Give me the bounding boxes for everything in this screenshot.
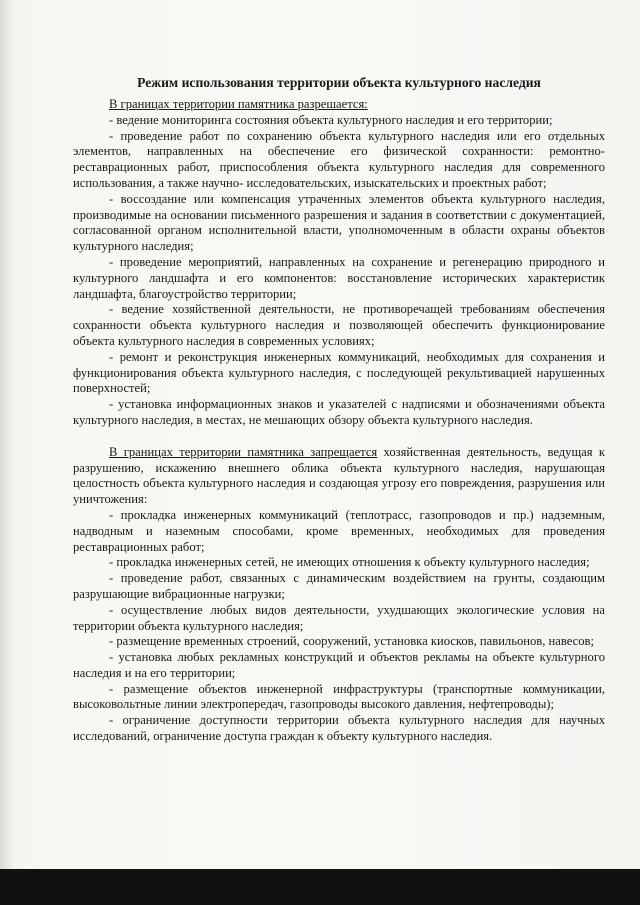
prohibited-heading-text: В границах территории памятника запрещается [109,444,378,459]
scan-bottom-border [0,869,640,905]
prohibited-item: - осуществление любых видов деятельности, ухудшающих экологические условия на территории объекта культурного наследия; [73,602,605,633]
allowed-item: - воссоздание или компенсация утраченных элементов объекта культурного наследия, производимые на основании письменного разрешения и задания в соответствии с документацией, согласованной органом исполнительной власти, уполномоченным в области охраны объектов культурного наследия; [73,191,605,254]
allowed-section-heading [109,97,605,113]
allowed-item: - ведение мониторинга состояния объекта культурного наследия и его территории; [109,112,553,127]
allowed-item: - проведение работ по сохранению объекта культурного наследия или его отдельных элементов, направленных на обеспечение его физической сохранности: ремонтно-реставрационных работ, приспособления объекта культурного наследия для современного использования, а также научно- исследовательских, изыскательских и проектных работ; [73,128,605,190]
page-edge-shadow [0,0,14,905]
allowed-item: - проведение мероприятий, направленных на сохранение и регенерацию природного и культурного ландшафта и его компонентов: восстановление исторических характеристик ландшафта, благоустройство территории; [73,254,605,301]
section-gap [73,429,605,445]
allowed-item: - ведение хозяйственной деятельности, не противоречащей требованиям обеспечения сохранности объекта культурного наследия и позволяющей обеспечить функционирование объекта культурного наследия в современных условиях; [73,302,605,348]
prohibited-item: - проведение работ, связанных с динамическим воздействием на грунты, создающим разрушающие вибрационные нагрузки; [73,571,605,601]
prohibited-item: - размещение объектов инженерной инфраструктуры (транспортные коммуникации, высоковольтные линии электропередач, газопроводы высокого давления, нефтепроводы); [73,681,605,712]
document-title: Режим использования территории объекта культурного наследия [137,75,541,90]
allowed-item: - ремонт и реконструкция инженерных коммуникаций, необходимых для сохранения и функционирования объекта культурного наследия, с последующей рекультивацией нарушенных поверхностей; [73,349,605,396]
prohibited-item: - прокладка инженерных коммуникаций (теплотрасс, газопроводов и пр.) надземным, надводным и наземным способами, кроме временных, необходимых для проведения реставрационных работ; [73,507,605,554]
prohibited-item: - ограничение доступности территории объекта культурного наследия для научных исследований, ограничение доступа граждан к объекту культурного наследия. [73,713,605,744]
prohibited-section-intro [73,445,605,508]
prohibited-item: - прокладка инженерных сетей, не имеющих отношения к объекту культурного наследия; [109,555,590,570]
prohibited-item: - установка любых рекламных конструкций и объектов рекламы на объекте культурного наследия и на его территории; [73,650,605,680]
prohibited-item: - размещение временных строений, сооружений, установка киосков, павильонов, навесов; [109,634,594,649]
allowed-item: - установка информационных знаков и указателей с надписями и обозначениями объекта культурного наследия, в местах, не мешающих обзору объекта культурного наследия. [73,397,605,427]
document-body [73,75,605,745]
prohibited-intro-text: хозяйственная деятельность, ведущая к разрушению, искажению внешнего облика объекта культурного наследия, нарушающая целостность объекта культурного наследия и создающая угрозу его повреждения, разрушения или уничтожения: [73,444,605,507]
allowed-heading-text: В границах территории памятника разрешается: [109,97,368,111]
